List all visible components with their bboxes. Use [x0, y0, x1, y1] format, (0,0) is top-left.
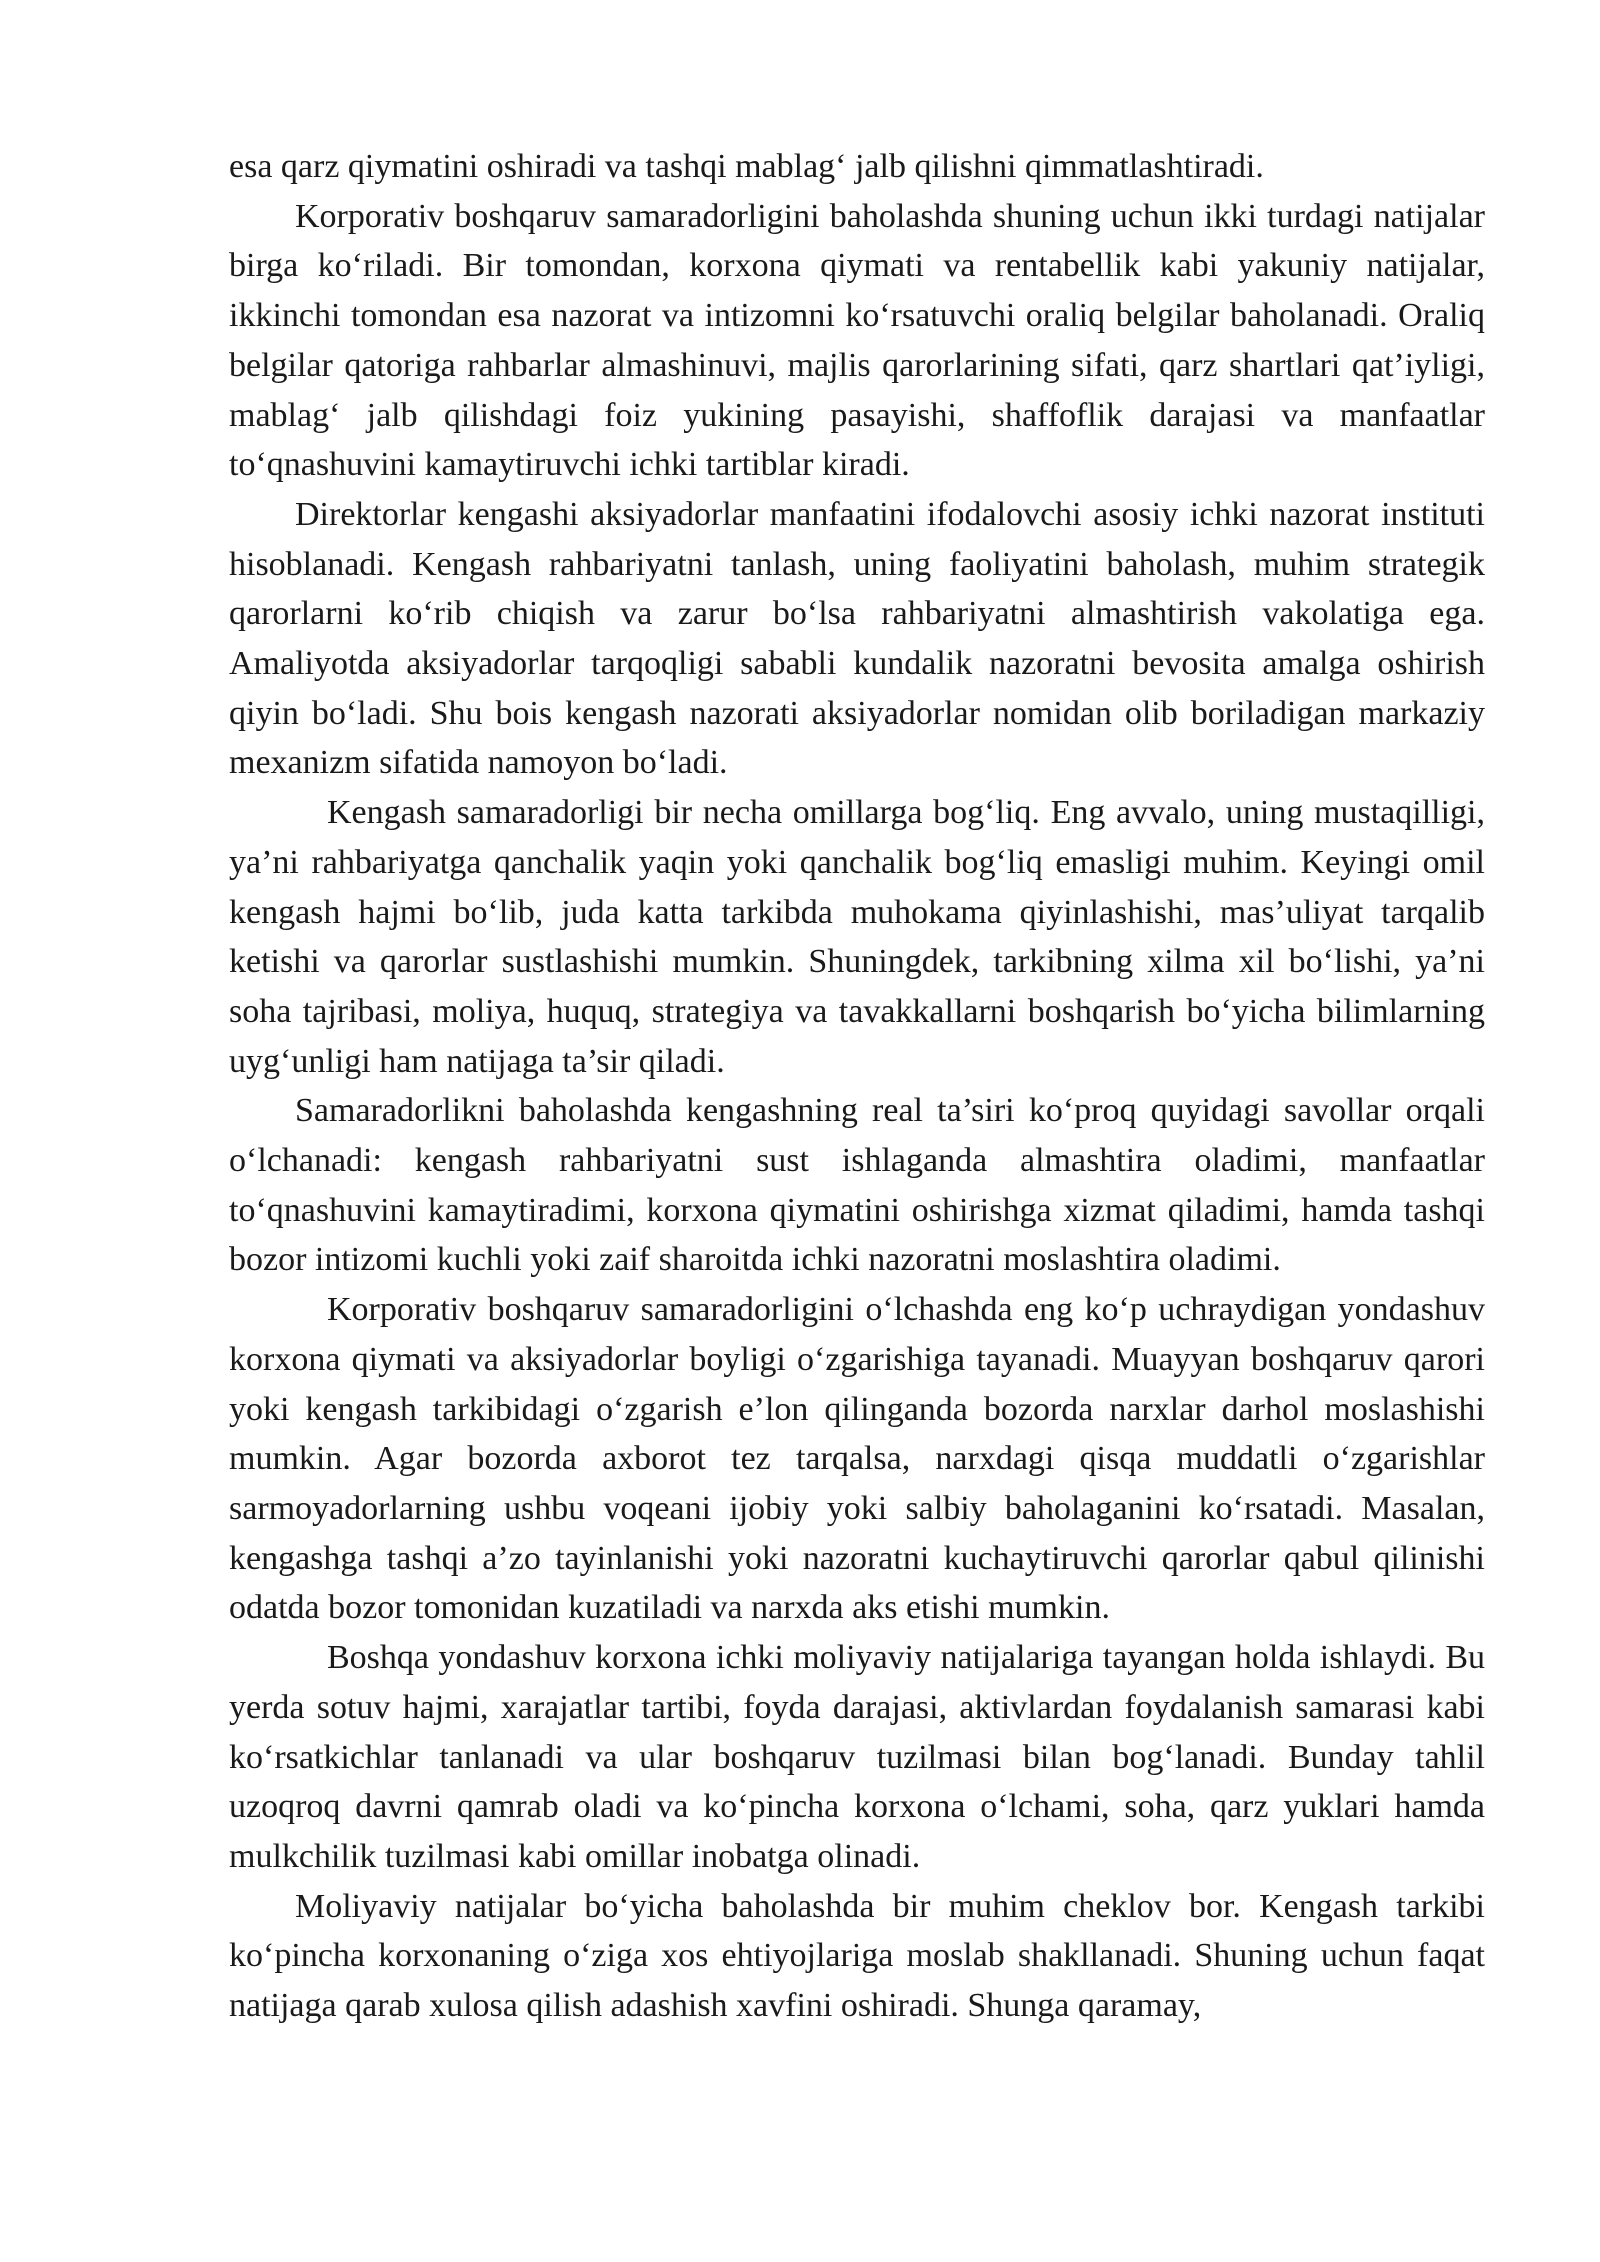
paragraph-limitation: Moliyaviy natijalar bo‘yicha baholashda bir muhim cheklov bor. Kengash tarkibi ko‘pincha korxonaning o‘ziga xos ehtiyojlariga moslab shakllanadi. Shuning uchun faqat natijaga qarab xulosa qilish adashish xavfini oshiradi. Shunga qaramay,: [229, 1887, 1485, 2025]
paragraph-board-effectiveness: Kengash samaradorligi bir necha omillarga bog‘liq. Eng avvalo, uning mustaqilligi, ya’ni rahbariyatga qanchalik yaqin yoki qanchalik bog‘liq emasligi muhim. Keyingi omil kengash hajmi bo‘lib, juda katta tarkibda muhokama qiyinlashishi, mas’uliyat tarqalib ketishi va qarorlar sustlashishi mumkin. Shuningdek, tarkibning xilma xil bo‘lishi, ya’ni soha tajribasi, moliya, huquq, strategiya va tavakkallarni boshqarish bo‘yicha bilimlarning uyg‘unligi ham natijaga ta’sir qiladi.: [229, 794, 1485, 1080]
paragraph-evaluation-results: Korporativ boshqaruv samaradorligini baholashda shuning uchun ikki turdagi natijalar birga ko‘riladi. Bir tomondan, korxona qiymati va rentabellik kabi yakuniy natijalar, ikkinchi tomondan esa nazorat va intizomni ko‘rsatuvchi oraliq belgilar baholanadi. Oraliq belgilar qatoriga rahbarlar almashinuvi, majlis qarorlarining sifati, qarz shartlari qat’iyligi, mablag‘ jalb qilishdagi foiz yukining pasayishi, shaffoflik darajasi va manfaatlar to‘qnashuvini kamaytiruvchi ichki tartiblar kiradi.: [229, 197, 1485, 484]
paragraph-evaluation-questions: Samaradorlikni baholashda kengashning real ta’siri ko‘proq quyidagi savollar orqali o‘lchanadi: kengash rahbariyatni sust ishlaganda almashtira oladimi, manfaatlar to‘qnashuvini kamaytiradimi, korxona qiymatini oshirishga xizmat qiladimi, hamda tashqi bozor intizomi kuchli yoki zaif sharoitda ichki nazoratni moslashtira oladimi.: [229, 1092, 1485, 1279]
paragraph-market-value-approach: Korporativ boshqaruv samaradorligini o‘lchashda eng ko‘p uchraydigan yondashuv korxona qiymati va aksiyadorlar boyligi o‘zgarishiga tayanadi. Muayyan boshqaruv qarori yoki kengash tarkibidagi o‘zgarish e’lon qilinganda bozorda narxlar darhol moslashishi mumkin. Agar bozorda axborot tez tarqalsa, narxdagi qisqa muddatli o‘zgarishlar sarmoyadorlarning ushbu voqeani ijobiy yoki salbiy baholaganini ko‘rsatadi. Masalan, kengashga tashqi a’zo tayinlanishi yoki nazoratni kuchaytiruvchi qarorlar qabul qilinishi odatda bozor tomonidan kuzatiladi va narxda aks etishi mumkin.: [229, 1291, 1485, 1627]
paragraph-board-of-directors: Direktorlar kengashi aksiyadorlar manfaatini ifodalovchi asosiy ichki nazorat instituti hisoblanadi. Kengash rahbariyatni tanlash, uning faoliyatini baholash, muhim strategik qarorlarni ko‘rib chiqish va zarur bo‘lsa rahbariyatni almashtirish vakolatiga ega. Amaliyotda aksiyadorlar tarqoqligi sababli kundalik nazoratni bevosita amalga oshirish qiyin bo‘ladi. Shu bois kengash nazorati aksiyadorlar nomidan olib boriladigan markaziy mexanizm sifatida namoyon bo‘ladi.: [229, 495, 1485, 782]
paragraph-continued: esa qarz qiymatini oshiradi va tashqi mablag‘ jalb qilishni qimmatlashtiradi.: [229, 148, 1264, 185]
document-page: [229, 142, 1485, 2031]
paragraph-financial-results-approach: Boshqa yondashuv korxona ichki moliyaviy natijalariga tayangan holda ishlaydi. Bu yerda sotuv hajmi, xarajatlar tartibi, foyda darajasi, aktivlardan foydalanish samarasi kabi ko‘rsatkichlar tanlanadi va ular boshqaruv tuzilmasi bilan bog‘lanadi. Bunday tahlil uzoqroq davrni qamrab oladi va ko‘pincha korxona o‘lchami, soha, qarz yuklari hamda mulkchilik tuzilmasi kabi omillar inobatga olinadi.: [229, 1639, 1485, 1875]
